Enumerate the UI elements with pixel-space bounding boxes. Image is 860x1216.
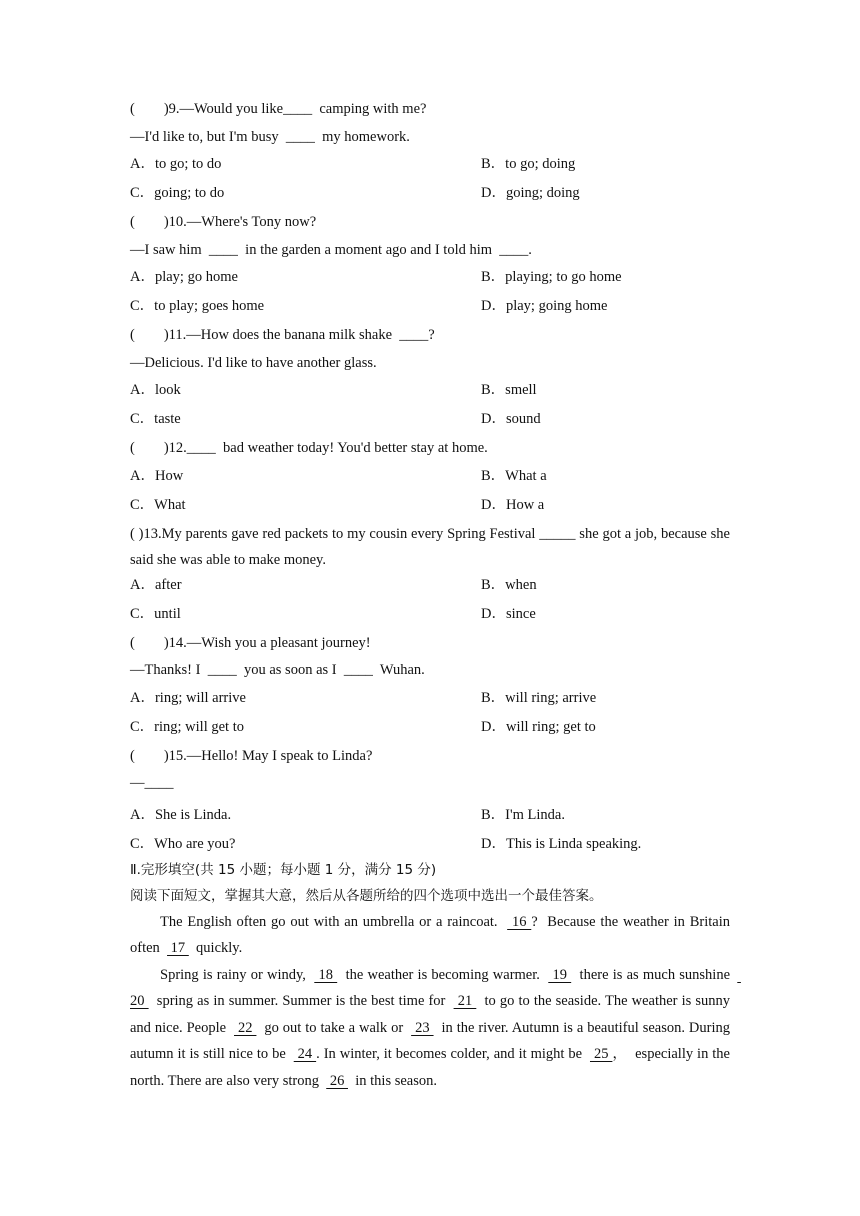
cloze-blank-19[interactable]: 19 bbox=[548, 966, 572, 983]
question-13-stem: ( )13.My parents gave red packets to my cousin every Spring Festival _____ she got a job, because she said she was able to make money. bbox=[130, 525, 730, 568]
question-10-option-c[interactable]: C．to play; goes home bbox=[130, 298, 265, 314]
cloze-text: ? Because the weather in Britain often bbox=[130, 913, 734, 956]
question-12-options-cd bbox=[130, 496, 730, 514]
cloze-text: there is as much sunshine bbox=[571, 966, 738, 983]
cloze-text: in the river. Autumn is a beautiful season. During autumn it is still nice to be bbox=[130, 1019, 734, 1062]
question-10-option-b[interactable]: B．playing; to go home bbox=[481, 269, 622, 285]
question-14-option-b[interactable]: B．will ring; arrive bbox=[481, 689, 597, 706]
question-13-option-a[interactable]: A．after bbox=[130, 576, 182, 593]
cloze-blank-21[interactable]: 21 bbox=[453, 993, 477, 1009]
cloze-blank-24[interactable]: 24 bbox=[293, 1046, 317, 1062]
question-12-option-b[interactable]: B．What a bbox=[481, 467, 547, 484]
cloze-text: spring as in summer. Summer is the best time for bbox=[148, 993, 454, 1009]
question-12-option-d[interactable]: D．How a bbox=[481, 496, 545, 513]
question-10-option-d[interactable]: D．play; going home bbox=[481, 298, 608, 314]
question-13-options-cd bbox=[130, 605, 730, 623]
question-14-option-c[interactable]: C．ring; will get to bbox=[130, 718, 244, 735]
cloze-text: go out to take a walk or bbox=[256, 1019, 412, 1036]
cloze-blank-23[interactable]: 23 bbox=[411, 1019, 434, 1036]
question-11-stem: ( )11.—How does the banana milk shake ____? bbox=[130, 327, 435, 343]
question-9-option-d[interactable]: D．going; doing bbox=[481, 185, 580, 201]
question-13-option-b[interactable]: B．when bbox=[481, 576, 537, 593]
question-15-option-b[interactable]: B．I'm Linda. bbox=[481, 807, 565, 823]
question-13-option-c[interactable]: C．until bbox=[130, 605, 181, 622]
question-11-option-b[interactable]: B．smell bbox=[481, 382, 537, 398]
question-11-options-ab bbox=[130, 381, 730, 399]
cloze-blank-26[interactable]: 26 bbox=[326, 1072, 348, 1089]
question-15-option-c[interactable]: C．Who are you? bbox=[130, 836, 236, 852]
cloze-text: The English often go out with an umbrella or a raincoat. bbox=[160, 913, 508, 930]
question-15-reply: —____ bbox=[130, 775, 174, 791]
question-15-options-cd bbox=[130, 835, 730, 853]
cloze-blank-25[interactable]: 25 bbox=[589, 1046, 613, 1062]
cloze-text: Spring is rainy or windy, bbox=[160, 966, 315, 983]
question-9-reply: —I'd like to, but I'm busy ____ my homework. bbox=[130, 128, 410, 145]
cloze-paragraph-2 bbox=[130, 962, 741, 1095]
question-14-options-ab bbox=[130, 689, 730, 707]
question-10-option-a[interactable]: A．play; go home bbox=[130, 269, 238, 285]
question-11-option-d[interactable]: D．sound bbox=[481, 411, 541, 427]
cloze-text: quickly. bbox=[188, 940, 243, 956]
question-9-options-cd bbox=[130, 184, 730, 202]
question-10-options-ab bbox=[130, 268, 730, 286]
question-10-reply: —I saw him ____ in the garden a moment ago and I told him ____. bbox=[130, 241, 532, 258]
section-2-instruction: 阅读下面短文，掌握其大意，然后从各题所给的四个选项中选出一个最佳答案。 bbox=[130, 887, 603, 904]
question-9-stem: ( )9.—Would you like____ camping with me? bbox=[130, 101, 427, 117]
question-15-option-d[interactable]: D．This is Linda speaking. bbox=[481, 836, 642, 852]
question-13-options-ab bbox=[130, 576, 730, 594]
question-10-stem: ( )10.—Where's Tony now? bbox=[130, 214, 317, 230]
cloze-text: . In winter, it becomes colder, and it might be bbox=[316, 1046, 590, 1062]
question-14-options-cd bbox=[130, 718, 730, 736]
cloze-paragraph-1 bbox=[130, 909, 734, 962]
cloze-text: the weather is becoming warmer. bbox=[337, 966, 549, 983]
question-11-option-c[interactable]: C．taste bbox=[130, 411, 181, 427]
cloze-text: in this season. bbox=[347, 1072, 437, 1089]
question-15-options-ab bbox=[130, 806, 730, 824]
question-9-options-ab bbox=[130, 155, 730, 173]
exam-content bbox=[130, 100, 741, 1094]
cloze-blank-20[interactable]: 20 bbox=[130, 966, 741, 1009]
question-13-option-d[interactable]: D．since bbox=[481, 605, 536, 622]
question-14-option-a[interactable]: A．ring; will arrive bbox=[130, 689, 246, 706]
question-11-reply: —Delicious. I'd like to have another glass. bbox=[130, 354, 377, 371]
question-12-options-ab bbox=[130, 467, 730, 485]
question-9-option-b[interactable]: B．to go; doing bbox=[481, 156, 576, 172]
cloze-blank-22[interactable]: 22 bbox=[234, 1019, 257, 1036]
question-15-stem: ( )15.—Hello! May I speak to Linda? bbox=[130, 747, 373, 764]
question-14-stem: ( )14.—Wish you a pleasant journey! bbox=[130, 634, 371, 651]
question-11-option-a[interactable]: A．look bbox=[130, 382, 181, 398]
question-11-options-cd bbox=[130, 410, 730, 428]
question-12-option-c[interactable]: C．What bbox=[130, 496, 186, 513]
cloze-blank-17[interactable]: 17 bbox=[167, 940, 189, 956]
cloze-text: ， especially in the north. There are also very strong bbox=[130, 1046, 734, 1089]
section-2-heading: Ⅱ.完形填空(共 15 小题；每小题 1 分，满分 15 分) bbox=[130, 862, 437, 878]
cloze-blank-16[interactable]: 16 bbox=[507, 913, 532, 930]
cloze-blank-18[interactable]: 18 bbox=[314, 966, 338, 983]
question-12-option-a[interactable]: A．How bbox=[130, 467, 184, 484]
question-15-option-a[interactable]: A．She is Linda. bbox=[130, 807, 232, 823]
question-12-stem: ( )12.____ bad weather today! You'd better stay at home. bbox=[130, 440, 488, 456]
cloze-text: to go to the seaside. The weather is sunny and nice. People bbox=[130, 993, 734, 1036]
question-14-option-d[interactable]: D．will ring; get to bbox=[481, 718, 596, 735]
question-14-reply: —Thanks! I ____ you as soon as I ____ Wuhan. bbox=[130, 662, 425, 678]
question-10-options-cd bbox=[130, 297, 730, 315]
question-9-option-c[interactable]: C．going; to do bbox=[130, 185, 225, 201]
question-9-option-a[interactable]: A．to go; to do bbox=[130, 156, 222, 172]
